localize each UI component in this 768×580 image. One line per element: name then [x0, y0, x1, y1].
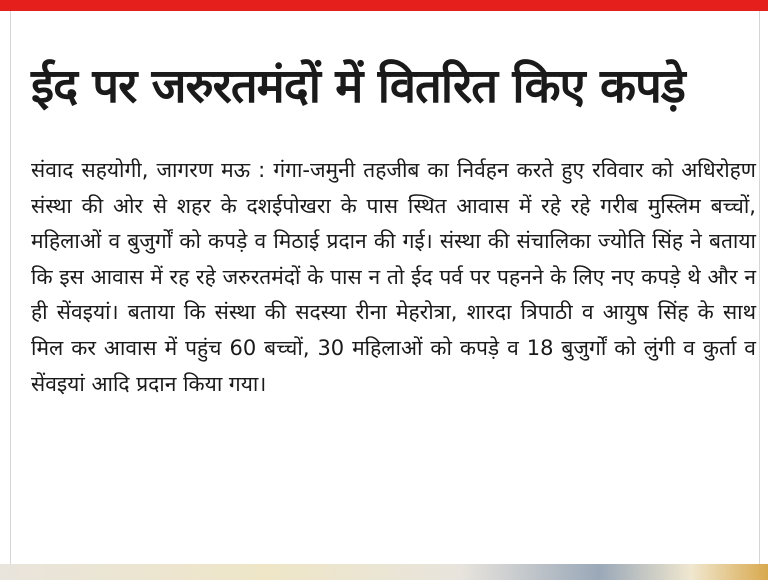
- article-dateline: संवाद सहयोगी, जागरण मऊ :: [31, 158, 266, 182]
- bottom-image-strip: [0, 564, 768, 580]
- article-body: [31, 153, 756, 402]
- article-headline: ईद पर जरुरतमंदों में वितरित किए कपड़े: [31, 59, 685, 114]
- article-body-text: गंगा-जमुनी तहजीब का निर्वहन करते हुए रविवार को अधिरोहण संस्था की ओर से शहर के दशईपोखरा के पास स्थित आवास में रहे रहे गरीब मुस्लिम बच्चों, महिलाओं व बुजुर्गों को कपड़े व मिठाई प्रदान की गई। संस्था की संचालिका ज्योति सिंह ने बताया कि इस आवास में रह रहे जरुरतमंदों के पास न तो ईद पर्व पर पहनने के लिए नए कपड़े थे और न ही सेंवइयां। बताया कि संस्था की सदस्या रीना मेहरोत्रा, शारदा त्रिपाठी व आयुष सिंह के साथ मिल कर आवास में पहुंच 60 बच्चों, 30 महिलाओं को कपड़े व 18 बुजुर्गों को लुंगी व कुर्ता व सेंवइयां आदि प्रदान किया गया।: [31, 158, 756, 396]
- newspaper-clipping: [10, 11, 760, 564]
- top-accent-bar: [0, 0, 768, 11]
